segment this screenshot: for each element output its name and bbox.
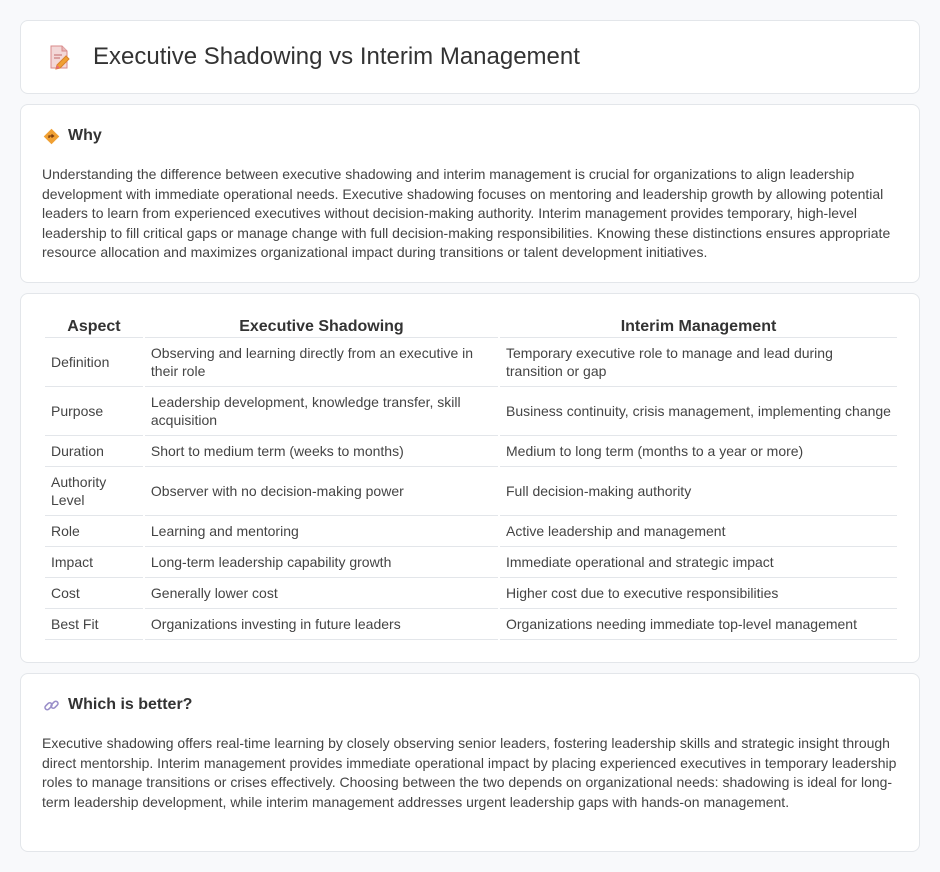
shadowing-cell: Observing and learning directly from an executive in their role (145, 338, 498, 387)
diamond-direction-icon (43, 128, 60, 145)
why-heading-row (43, 127, 102, 145)
shadowing-cell: Long-term leadership capability growth (145, 547, 498, 578)
table-row (45, 436, 897, 467)
interim-cell: Medium to long term (months to a year or more) (500, 436, 897, 467)
aspect-cell: Impact (45, 547, 143, 578)
why-section (20, 104, 920, 283)
interim-cell: Immediate operational and strategic impact (500, 547, 897, 578)
better-heading-row (43, 696, 192, 714)
table-header-row (45, 316, 897, 338)
interim-cell: Active leadership and management (500, 516, 897, 547)
table-row (45, 516, 897, 547)
better-section (20, 673, 920, 852)
aspect-cell: Duration (45, 436, 143, 467)
comparison-table (43, 316, 899, 640)
interim-cell: Temporary executive role to manage and lead during transition or gap (500, 338, 897, 387)
shadowing-cell: Learning and mentoring (145, 516, 498, 547)
shadowing-cell: Organizations investing in future leaders (145, 609, 498, 640)
page-title: Executive Shadowing vs Interim Management (93, 43, 580, 70)
link-icon (43, 697, 60, 714)
shadowing-cell: Observer with no decision-making power (145, 467, 498, 516)
table-row (45, 467, 897, 516)
aspect-cell: Definition (45, 338, 143, 387)
header-executive-shadowing: Executive Shadowing (145, 316, 498, 338)
interim-cell: Higher cost due to executive responsibilities (500, 578, 897, 609)
interim-cell: Organizations needing immediate top-level management (500, 609, 897, 640)
interim-cell: Business continuity, crisis management, implementing change (500, 387, 897, 436)
why-heading: Why (68, 127, 102, 144)
shadowing-cell: Short to medium term (weeks to months) (145, 436, 498, 467)
table-row (45, 338, 897, 387)
table-row (45, 547, 897, 578)
shadowing-cell: Generally lower cost (145, 578, 498, 609)
header-interim-management: Interim Management (500, 316, 897, 338)
document-pencil-icon (45, 43, 73, 71)
aspect-cell: Cost (45, 578, 143, 609)
comparison-section (20, 293, 920, 663)
shadowing-cell: Leadership development, knowledge transfer, skill acquisition (145, 387, 498, 436)
table-row (45, 578, 897, 609)
better-heading: Which is better? (68, 696, 193, 713)
header-card (20, 20, 920, 94)
table-row (45, 609, 897, 640)
header-aspect: Aspect (45, 316, 143, 338)
table-row (45, 387, 897, 436)
interim-cell: Full decision-making authority (500, 467, 897, 516)
aspect-cell: Authority Level (45, 467, 143, 516)
aspect-cell: Role (45, 516, 143, 547)
title-row (45, 43, 580, 71)
better-text: Executive shadowing offers real-time learning by closely observing senior leaders, fostering leadership skills and strategic insight through direct mentorship. Interim management provides immediate operational impact by placing experienced executives in temporary leadership roles to manage transitions or crises effectively. Choosing between the two depends on organizational needs: shadowing is ideal for long-term leadership development, while interim management addresses urgent leadership gaps with hands-on management. (42, 735, 897, 810)
why-text: Understanding the difference between executive shadowing and interim management is crucial for organizations to align leadership development with immediate operational needs. Executive shadowing focuses on mentoring and leadership growth by allowing potential leaders to learn from experienced executives without decision-making authority. Interim management provides temporary, high-level leadership to fill critical gaps or manage change with full decision-making responsibilities. Knowing these distinctions ensures appropriate resource allocation and maximizes organizational impact during transitions or talent development initiatives. (42, 166, 891, 261)
aspect-cell: Best Fit (45, 609, 143, 640)
aspect-cell: Purpose (45, 387, 143, 436)
